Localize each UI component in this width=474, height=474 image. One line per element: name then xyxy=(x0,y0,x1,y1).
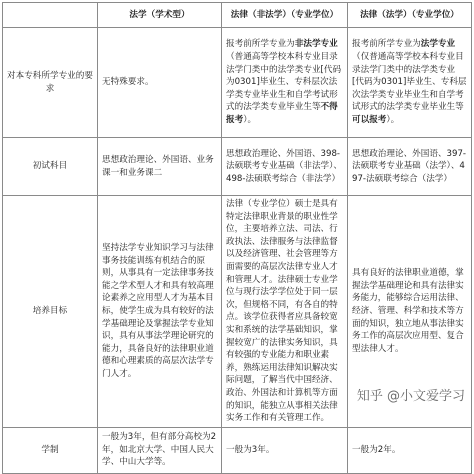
row-label-major-requirement: 对本专科所学专业的要求 xyxy=(3,28,98,138)
header-jm-nonlaw: 法律（非法学）（专业学位） xyxy=(222,3,348,28)
cell-duration-academic: 一般为3年，但有部分高校为2年，如北京大学、中国人民大学、中山大学等。 xyxy=(98,427,222,473)
text-segment: （普通高等学校本科专业目录法学门类中的法学类专业[代码为0301]毕业生、专科层次法学类专业毕业生和自学考试形式的法学类专业毕业生等 xyxy=(226,52,342,113)
cell-major-req-academic: 无特殊要求。 xyxy=(98,28,222,138)
cell-exam-nonlaw: 思想政治理论、外国语、398-法硕联考专业基础（非法学）、498-法硕联考综合（非法学） xyxy=(222,138,348,196)
cell-goal-law: 具有良好的法律职业道德，掌握法学基础理论和具有法律实务能力，能够综合运用法律、经济、管理、科学和技术等方面的知识，独立地从事法律实务工作的高层次应用型、复合型法律人才。 xyxy=(348,196,472,428)
row-exam-subjects xyxy=(3,138,472,196)
row-label-training-goal: 培养目标 xyxy=(3,196,98,428)
header-blank xyxy=(3,3,98,28)
emphasis-law-major: 法学专业 xyxy=(420,39,456,50)
header-academic-law: 法学（学术型） xyxy=(98,3,222,28)
row-major-requirement xyxy=(3,28,472,138)
emphasis-nonlaw-major: 非法学专业 xyxy=(294,39,338,50)
header-jm-law: 法律（法学）（专业学位） xyxy=(348,3,472,28)
cell-major-req-law xyxy=(348,28,472,138)
cell-duration-nonlaw: 一般为3年。 xyxy=(222,427,348,473)
row-label-duration: 学制 xyxy=(3,427,98,473)
zhihu-watermark: 知乎 @小文爱学习 xyxy=(354,385,468,404)
cell-goal-academic: 坚持法学专业知识学习与法律事务技能训练有机结合的原则，从事具有一定法律事务技能之学术型人才和具有较高理论素养之应用型人才为基本目标，使学生成为具有较好的法学基础理论及掌握法学专业知识，具有从事法学理论研究的能力，具备良好的法律职业道德和心理素质的高层次法学专门人才。 xyxy=(98,196,222,428)
text-segment: ）。 xyxy=(386,114,400,125)
text-segment: 报考前所学专业为 xyxy=(352,39,421,50)
text-segment: 报考前所学专业为 xyxy=(226,39,295,50)
row-label-exam-subjects: 初试科目 xyxy=(3,138,98,196)
cell-duration-law: 一般为2年。 xyxy=(348,427,472,473)
row-duration xyxy=(3,427,472,473)
cell-goal-nonlaw: 法律（专业学位）硕士是具有特定法律职业背景的职业性学位，主要培养立法、司法、行政执法、法律服务与法律监督以及经济管理、社会管理等方面需要的高层次法律专业人才和管理人才。法律硕士专业学位与现行法学学位处于同一层次，但规格不同，有各自的特点。该学位获得者应具备较宽实和系统的法学基础知识，掌握较宽广的法律实务知识，具有较强的专业能力和职业素养，熟练运用法律知识解决实际问题，了解当代中国经济、政治、外国法和计算机等方面的知识，能独立从事相关法律实务工作和有关管理工作。 xyxy=(222,196,348,428)
emphasis-can-apply: 可以报考 xyxy=(352,114,387,125)
text-segment: （仅普通高等学校本科专业目录法学门类中的法学类专业[代码为0301]毕业生、专科层次法学类专业毕业生和自学考试形式的法学类专业毕业生等 xyxy=(352,52,467,113)
cell-exam-law: 思想政治理论、外国语、397-法硕联考专业基础（法学）、497-法硕联考综合（法学） xyxy=(348,138,472,196)
cell-major-req-nonlaw xyxy=(222,28,348,138)
text-segment: ）。 xyxy=(243,114,257,125)
header-row xyxy=(3,3,472,28)
emphasis-cannot-apply: 不得报考 xyxy=(226,102,338,125)
cell-exam-academic: 思想政治理论、外国语、业务课一和业务课二 xyxy=(98,138,222,196)
